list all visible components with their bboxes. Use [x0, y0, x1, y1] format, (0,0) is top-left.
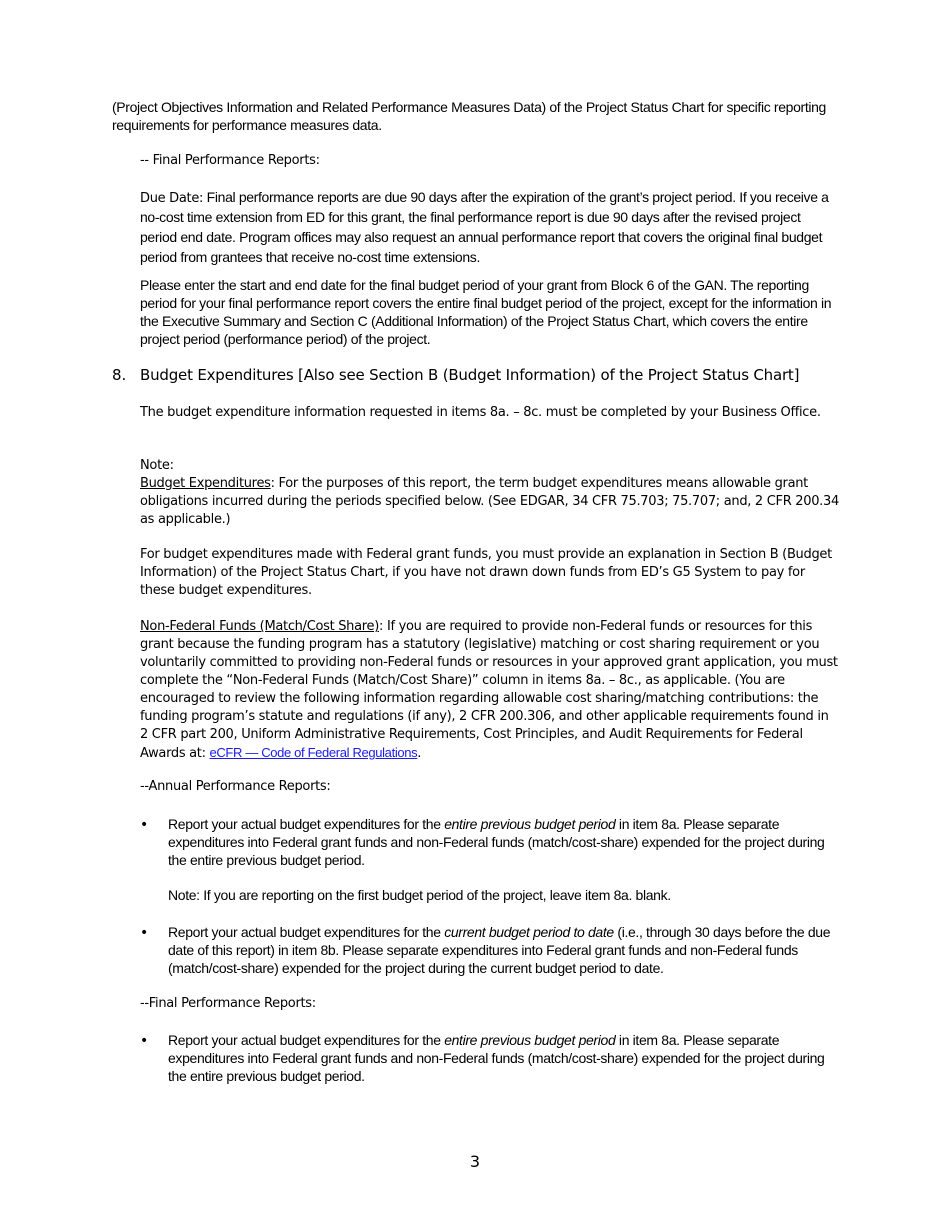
due-date-text: Final performance reports are due 90 days after the expiration of the grant’s project period. If you receive a no-cost time extension from ED for this grant, the final performance report is due 90 days after the revised project period end date. Program offices may also request an annual performance report that covers the original final budget period from grantees that receive no-cost time extensions.	[140, 189, 829, 265]
bullet-text-emphasis: current budget period to date	[444, 924, 614, 940]
bullet-text-emphasis: entire previous budget period	[444, 816, 616, 832]
final-reports-heading: -- Final Performance Reports:	[140, 153, 320, 168]
bullet-marker: •	[140, 1033, 149, 1049]
final-period-instructions: Please enter the start and end date for the final budget period of your grant from Block 6 of the GAN. The reporting period for your final performance report covers the entire final budget period of the project, except for the information in the Executive Summary and Section C (Additional Information) of the Project Status Chart, which covers the entire project period (performance period) of the project.	[140, 277, 832, 347]
bullet-text-post: (i.e., through 30 days before the due date of this report) in item 8b. Please separate expenditures into Federal grant funds and non-Federal funds (match/cost-share) expended for the project during the current budget period to date.	[168, 924, 831, 976]
intro-paragraph: (Project Objectives Information and Related Performance Measures Data) of the Project Status Chart for specific reporting requirements for performance measures data.	[112, 99, 826, 133]
business-office-paragraph: The budget expenditure information requested in items 8a. – 8c. must be completed by your Business Office.	[140, 405, 821, 420]
ecfr-link[interactable]: eCFR — Code of Federal Regulations	[209, 745, 418, 760]
link-period: .	[417, 746, 422, 761]
budget-expenditures-term: Budget Expenditures	[140, 476, 271, 491]
first-period-note: Note: If you are reporting on the first budget period of the project, leave item 8a. blank.	[168, 887, 671, 903]
budget-expenditures-note	[140, 457, 840, 529]
bullet-text-pre: Report your actual budget expenditures for the	[168, 816, 445, 832]
bullet-text-pre: Report your actual budget expenditures for the	[168, 1032, 445, 1048]
due-date-paragraph	[140, 188, 840, 268]
section-number: 8.	[112, 366, 127, 384]
annual-bullet-current-period	[168, 923, 840, 977]
bullet-text-post: in item 8a. Please separate expenditures into Federal grant funds and non-Federal funds (match/cost-share) expended for the project during the entire previous budget period.	[168, 1032, 825, 1084]
final-reports-heading-2: --Final Performance Reports:	[140, 996, 316, 1011]
final-bullet-previous-period	[168, 1031, 840, 1085]
annual-bullet-previous-period	[168, 815, 840, 869]
bullet-marker: •	[140, 925, 149, 941]
bullet-text-emphasis: entire previous budget period	[444, 1032, 616, 1048]
bullet-text-pre: Report your actual budget expenditures for the	[168, 924, 445, 940]
note-label: Note:	[140, 458, 174, 473]
bullet-text-post: in item 8a. Please separate expenditures into Federal grant funds and non-Federal funds (match/cost-share) expended for the project during the entire previous budget period.	[168, 816, 825, 868]
federal-funds-paragraph: For budget expenditures made with Federal grant funds, you must provide an explanation in Section B (Budget Information) of the Project Status Chart, if you have not drawn down funds from ED’s G5 System to pay for these budget expenditures.	[140, 547, 832, 598]
non-federal-funds-paragraph	[140, 618, 840, 763]
due-date-label: Due Date:	[140, 191, 204, 206]
section-heading: Budget Expenditures [Also see Section B (Budget Information) of the Project Status Chart]	[140, 366, 800, 384]
annual-reports-heading: --Annual Performance Reports:	[140, 779, 331, 794]
budget-expenditures-text: : For the purposes of this report, the term budget expenditures means allowable grant obligations incurred during the periods specified below. (See EDGAR, 34 CFR 75.703; 75.707; and, 2 CFR 200.34 as applicable.)	[140, 476, 839, 527]
non-federal-funds-term: Non-Federal Funds (Match/Cost Share)	[140, 619, 380, 634]
page-number: 3	[469, 1152, 481, 1171]
bullet-marker: •	[140, 817, 149, 833]
non-federal-funds-text: : If you are required to provide non-Federal funds or resources for this grant because the funding program has a statutory (legislative) matching or cost sharing requirement or you voluntarily committed to providing non-Federal funds or resources in your approved grant application, you must complete the “Non-Federal Funds (Match/Cost Share)” column in items 8a. – 8c., as applicable. (You are encouraged to review the following information regarding allowable cost sharing/matching contributions: the funding program’s statute and regulations (if any), 2 CFR 200.306, and other applicable requirements found in 2 CFR part 200, Uniform Administrative Requirements, Cost Principles, and Audit Requirements for Federal Awards at:	[140, 619, 838, 761]
